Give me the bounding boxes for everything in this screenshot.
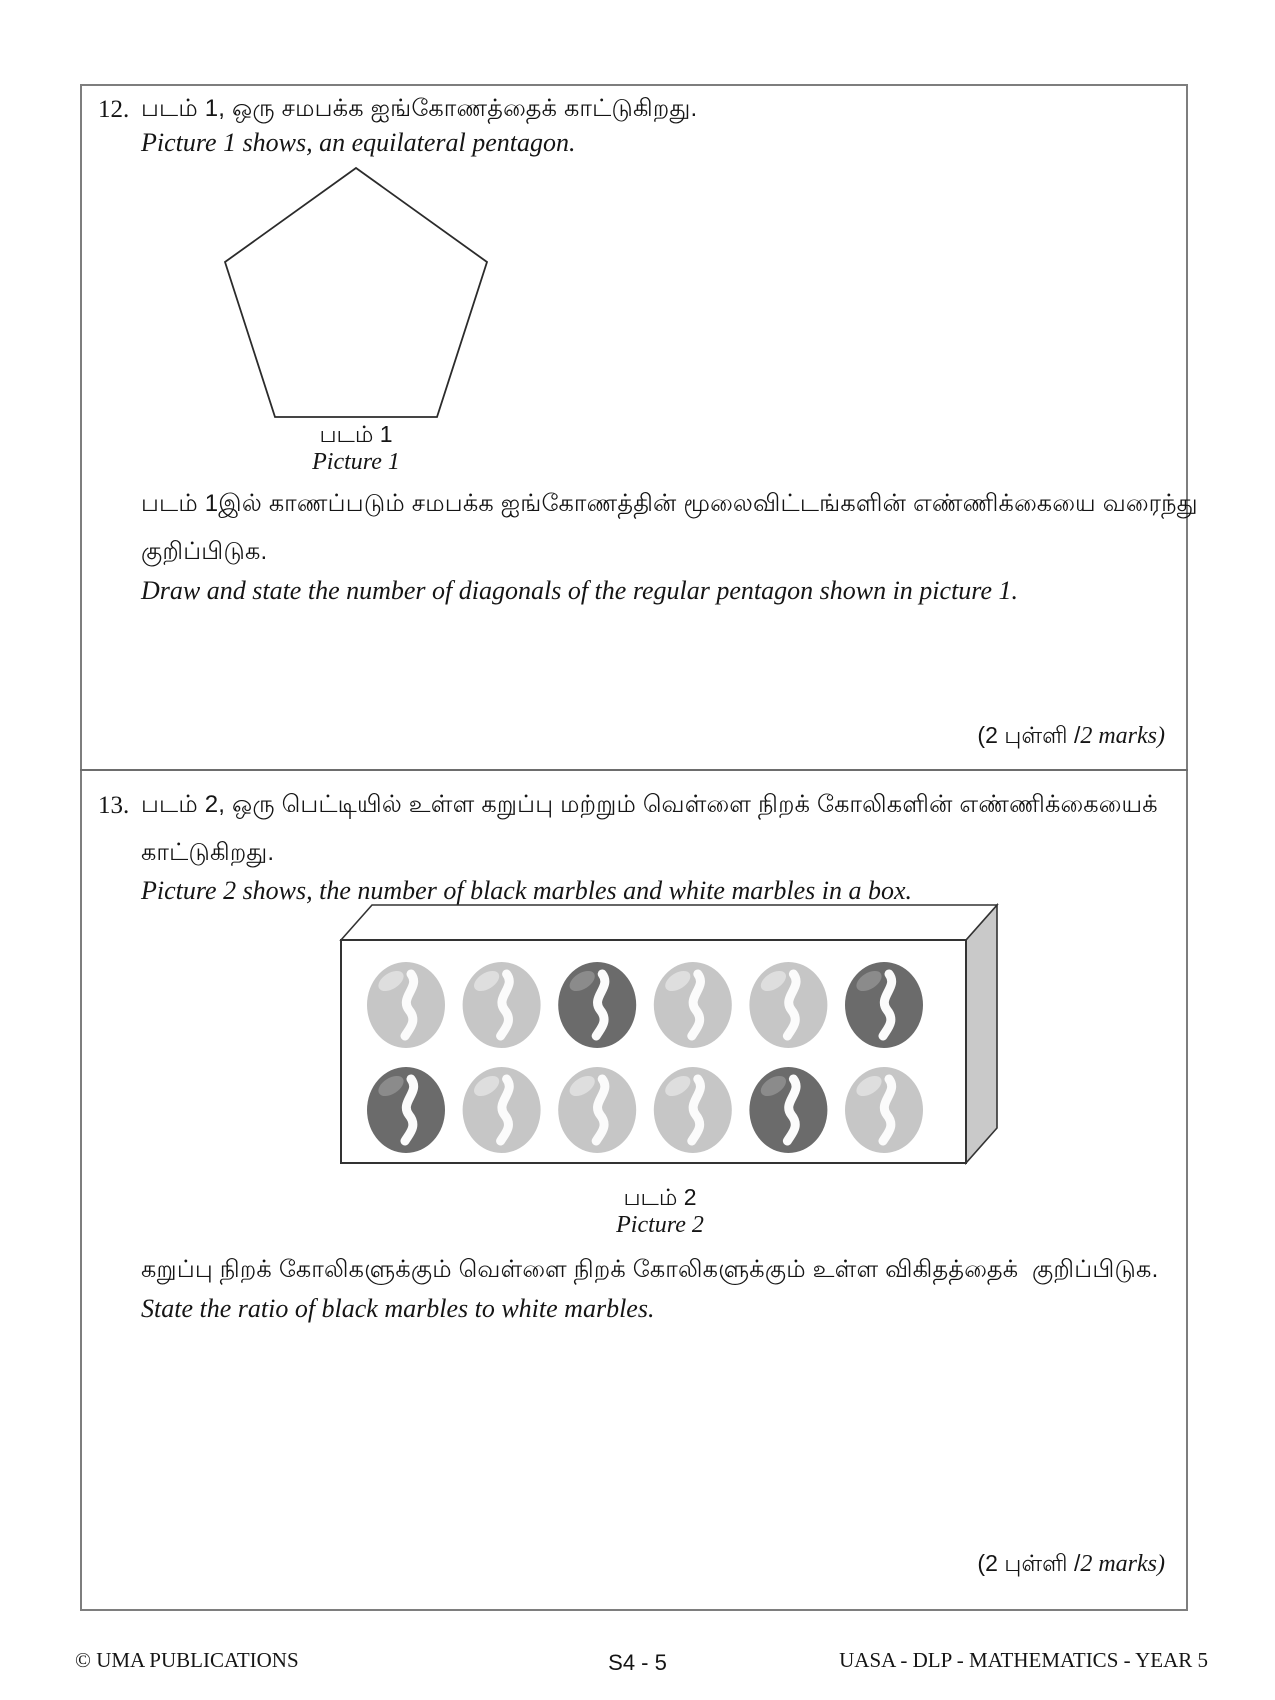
picture-1-caption-tamil: படம் 1: [319, 421, 393, 447]
footer-exam-title: UASA - DLP - MATHEMATICS - YEAR 5: [839, 1648, 1208, 1672]
question-13-task-english: State the ratio of black marbles to white marbles.: [141, 1294, 655, 1323]
black-marble: [367, 1067, 445, 1153]
white-marble: [463, 962, 541, 1048]
white-marble: [367, 962, 445, 1048]
white-marble: [654, 962, 732, 1048]
question-12-task-tamil-line2: குறிப்பிடுக.: [141, 538, 268, 565]
question-13-english-intro: Picture 2 shows, the number of black marbles and white marbles in a box.: [141, 876, 913, 905]
white-marble: [558, 1067, 636, 1153]
question-12-marks-tamil: (2 புள்ளி /: [977, 722, 1081, 748]
question-13-tamil-intro-line2: காட்டுகிறது.: [141, 839, 275, 866]
box-top-face: [341, 905, 997, 940]
white-marble: [845, 1067, 923, 1153]
question-13-marks-tamil: (2 புள்ளி /: [977, 1550, 1081, 1576]
question-13-marks-english: 2 marks): [1080, 1551, 1165, 1577]
footer-publisher: © UMA PUBLICATIONS: [75, 1648, 299, 1672]
picture-2-caption-english: Picture 2: [616, 1212, 704, 1238]
white-marble: [463, 1067, 541, 1153]
question-12-task-english: Draw and state the number of diagonals of the regular pentagon shown in picture 1.: [141, 576, 1018, 605]
question-12-marks: [680, 722, 1165, 752]
pentagon-shape: [225, 168, 487, 417]
question-divider-line: [80, 769, 1188, 771]
question-13-marks: [680, 1550, 1165, 1580]
black-marble: [558, 962, 636, 1048]
white-marble: [749, 962, 827, 1048]
question-13-number: 13.: [98, 792, 130, 819]
box-right-face: [966, 905, 997, 1163]
question-12-english-intro: Picture 1 shows, an equilateral pentagon.: [141, 128, 576, 157]
question-12-marks-english: 2 marks): [1080, 723, 1165, 749]
question-12-tamil-intro: படம் 1, ஒரு சமபக்க ஐங்கோணத்தைக் காட்டுகிறது.: [141, 95, 698, 122]
white-marble: [654, 1067, 732, 1153]
picture-1-caption-english: Picture 1: [312, 449, 400, 475]
black-marble: [845, 962, 923, 1048]
black-marble: [749, 1067, 827, 1153]
footer-page-code: S4 - 5: [608, 1650, 667, 1675]
picture-2-caption-tamil: படம் 2: [623, 1184, 697, 1210]
question-12-task-tamil-line1: படம் 1இல் காணப்படும் சமபக்க ஐங்கோணத்தின் மூலைவிட்டங்களின் எண்ணிக்கையை வரைந்து: [141, 490, 1198, 517]
question-13-tamil-intro-line1: படம் 2, ஒரு பெட்டியில் உள்ள கறுப்பு மற்றும் வெள்ளை நிறக் கோலிகளின் எண்ணிக்கையைக்: [141, 791, 1158, 818]
marble-box-figure: [295, 868, 1025, 1180]
question-12-number: 12.: [98, 96, 130, 123]
pentagon-figure: [180, 152, 540, 435]
question-13-task-tamil: கறுப்பு நிறக் கோலிகளுக்கும் வெள்ளை நிறக் கோலிகளுக்கும் உள்ள விகிதத்தைக் குறிப்பிடுக.: [141, 1256, 1159, 1283]
